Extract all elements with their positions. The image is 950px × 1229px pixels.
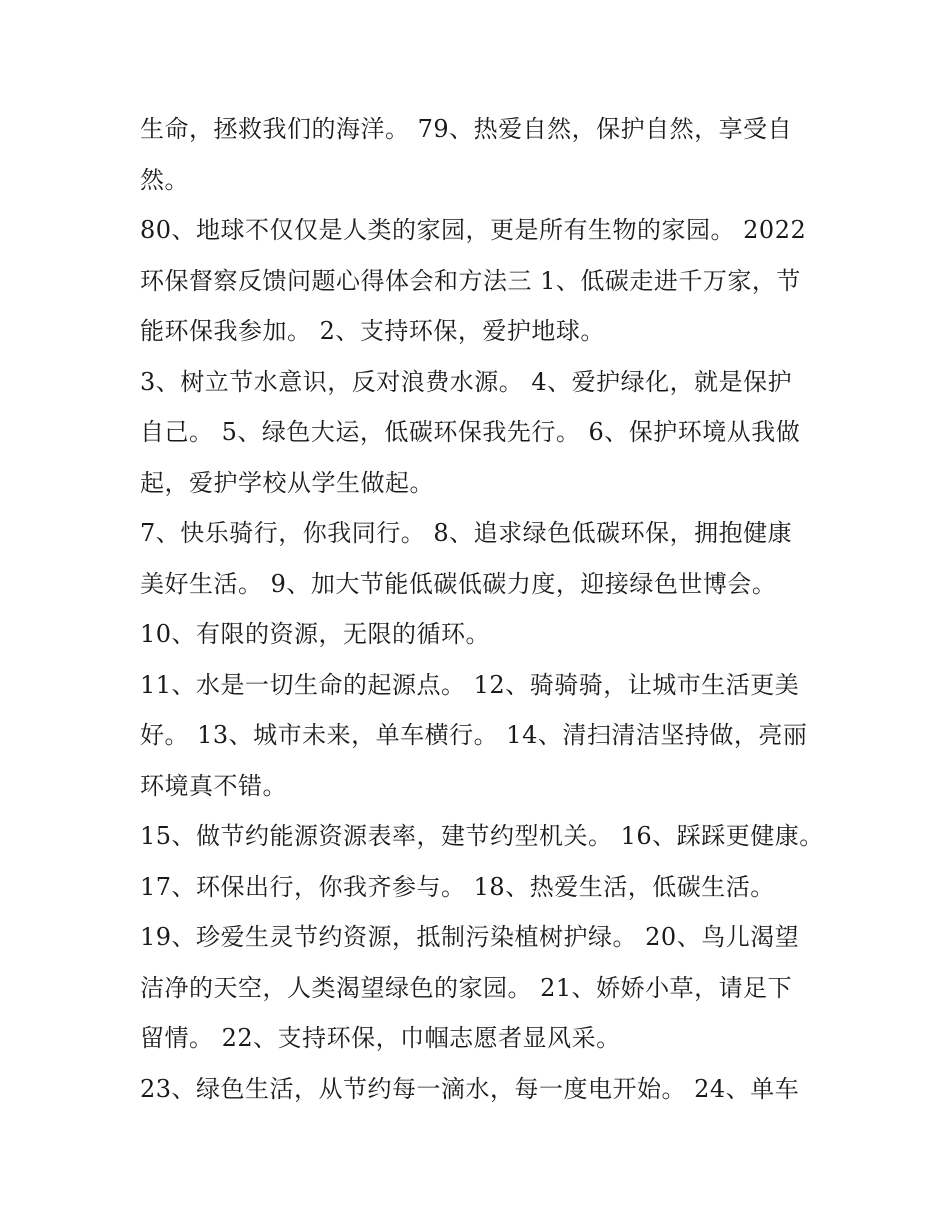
text-line: 能环保我参加。 2、支持环保，爱护地球。 (140, 317, 605, 345)
text-line: 23、绿色生活，从节约每一滴水，每一度电开始。 24、单车 (140, 1074, 800, 1103)
text-line: 80、地球不仅仅是人类的家园，更是所有生物的家园。 2022 (140, 216, 807, 244)
text-line: 起，爱护学校从学生做起。 (140, 468, 434, 497)
text-line: 10、有限的资源，无限的循环。 (140, 620, 491, 648)
text-line: 17、环保出行，你我齐参与。 18、热爱生活，低碳生活。 (140, 872, 775, 901)
document-body (140, 104, 824, 1114)
text-line: 15、做节约能源资源表率，建节约型机关。 16、踩踩更健康。 (140, 822, 824, 850)
text-line: 7、快乐骑行，你我同行。 8、追求绿色低碳环保，拥抱健康 (140, 519, 793, 547)
text-line: 洁净的天空，人类渴望绿色的家园。 21、娇娇小草，请足下 (140, 973, 793, 1002)
text-line: 19、珍爱生灵节约资源，抵制污染植树护绿。 20、鸟儿渴望 (140, 923, 800, 951)
text-line: 好。 13、城市未来，单车横行。 14、清扫清洁坚持做，亮丽 (140, 721, 808, 749)
text-line: 然。 (140, 165, 189, 194)
text-line: 环保督察反馈问题心得体会和方法三 1、低碳走进千万家，节 (140, 266, 801, 295)
text-line: 11、水是一切生命的起源点。 12、骑骑骑，让城市生活更美 (140, 670, 800, 699)
text-line: 3、树立节水意识，反对浪费水源。 4、爱护绿化，就是保护 (140, 367, 793, 396)
text-line: 自己。 5、绿色大运，低碳环保我先行。 6、保护环境从我做 (140, 418, 801, 446)
text-line: 生命，拯救我们的海洋。 79、热爱自然，保护自然，享受自 (140, 115, 793, 143)
text-line: 环境真不错。 (140, 771, 287, 800)
text-line: 美好生活。 9、加大节能低碳低碳力度，迎接绿色世博会。 (140, 569, 777, 598)
text-line: 留情。 22、支持环保，巾帼志愿者显风采。 (140, 1024, 621, 1052)
